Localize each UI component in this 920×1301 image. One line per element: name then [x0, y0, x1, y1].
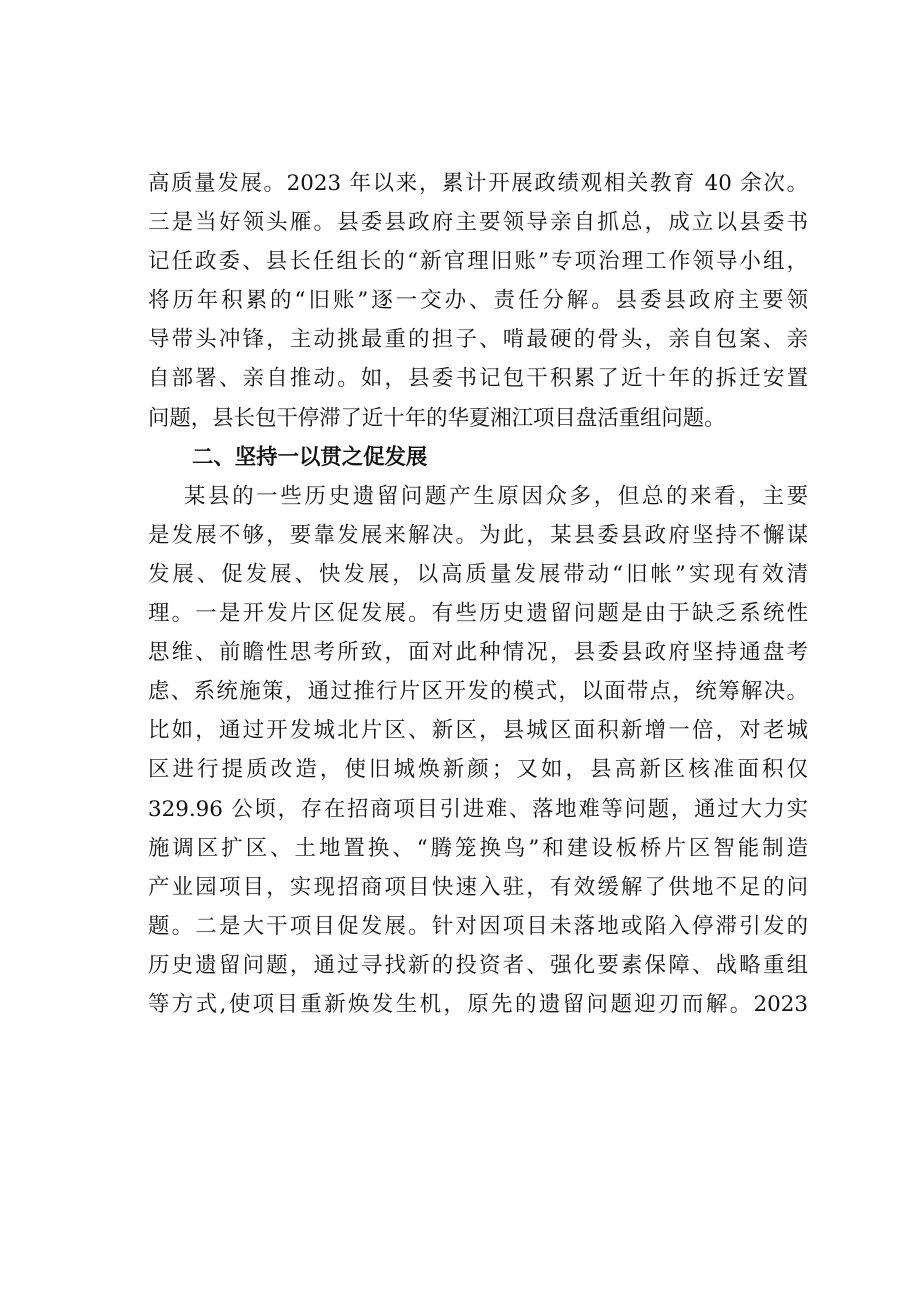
- body-text: [148, 164, 808, 1024]
- text-line: 自部署、亲自推动。如，县委书记包干积累了近十年的拆迁安置: [148, 366, 808, 392]
- text-line: 329.96 公顷，存在招商项目引进难、落地难等问题，通过大力实: [148, 796, 808, 822]
- section-heading: 二、坚持一以贯之促发展: [192, 444, 428, 470]
- text-line: 历史遗留问题，通过寻找新的投资者、强化要素保障、战略重组: [148, 952, 808, 978]
- text-line: 高质量发展。2023 年以来，累计开展政绩观相关教育 40 余次。: [148, 171, 808, 196]
- text-line: 记任政委、县长任组长的“新官理旧账”专项治理工作领导小组，: [148, 249, 808, 275]
- text-line: 某县的一些历史遗留问题产生原因众多，但总的来看，主要: [184, 483, 808, 509]
- text-line: 导带头冲锋，主动挑最重的担子、啃最硬的骨头，亲自包案、亲: [148, 327, 808, 353]
- text-line: 区进行提质改造，使旧城焕新颜；又如，县高新区核准面积仅: [148, 757, 808, 783]
- text-line: 题。二是大干项目促发展。针对因项目未落地或陷入停滞引发的: [148, 913, 808, 939]
- text-line: 理。一是开发片区促发展。有些历史遗留问题是由于缺乏系统性: [148, 601, 808, 627]
- text-line: 施调区扩区、土地置换、“腾笼换鸟”和建设板桥片区智能制造: [148, 835, 808, 861]
- text-line: 将历年积累的“旧账”逐一交办、责任分解。县委县政府主要领: [148, 288, 808, 314]
- text-line: 是发展不够，要靠发展来解决。为此，某县委县政府坚持不懈谋: [148, 522, 808, 548]
- text-line: 问题，县长包干停滞了近十年的华夏湘江项目盘活重组问题。: [148, 405, 726, 431]
- text-line: 思维、前瞻性思考所致，面对此种情况，县委县政府坚持通盘考: [148, 640, 808, 666]
- text-line: 发展、促发展、快发展，以高质量发展带动“旧帐”实现有效清: [148, 561, 808, 587]
- text-line: 等方式,使项目重新焕发生机，原先的遗留问题迎刃而解。2023: [148, 991, 808, 1017]
- text-line: 比如，通过开发城北片区、新区，县城区面积新增一倍，对老城: [148, 718, 808, 744]
- text-line: 虑、系统施策，通过推行片区开发的模式，以面带点，统筹解决。: [148, 679, 808, 705]
- text-line: 产业园项目，实现招商项目快速入驻，有效缓解了供地不足的问: [148, 874, 808, 900]
- text-line: 三是当好领头雁。县委县政府主要领导亲自抓总，成立以县委书: [148, 210, 808, 236]
